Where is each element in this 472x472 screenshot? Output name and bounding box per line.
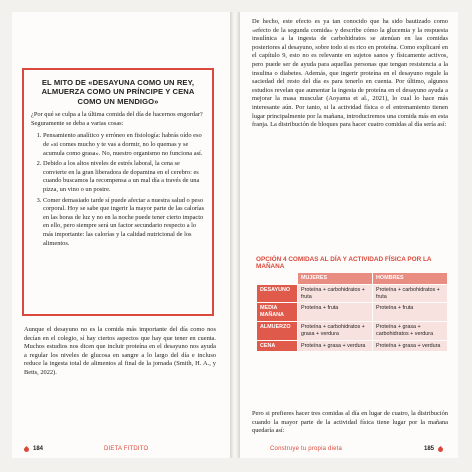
left-page-number <box>24 446 43 452</box>
table-corner <box>257 273 297 284</box>
table-header-row <box>257 273 447 284</box>
right-body-top: De hecho, este efecto es ya tan conocido que ha sido bautizado como «efecto de la segunda comida» y describe cómo la glucemia y la respuesta insulínica a la ingesta de carbohidratos se atenúan en las comidas posteriores al desayuno, sobre todo si es rico en proteína. Como explicaré en el capítulo 9, esto no es relevante en sujetos sanos y físicamente activos, pero puede ser de ayuda para aquellas personas que tengan resistencia a la insulina o diabetes. Además, que ingerir proteína en el desayuno regule la saciedad del resto del día es para tenerlo en cuenta. Por último, algunos estudios revelan que aumentar la ingesta de proteína en el desayuno ayuda a mejorar la masa muscular (Aoyama et al., 2021), lo cual lo hace más interesante aún. Por tanto, si la actividad física o el entrenamiento tienen lugar principalmente por la mañana, introduciremos una comida más en esta franja. La distribución de bloques para hacer cuatro comidas al día sería así: <box>252 18 448 129</box>
running-head-text: DIETA FITDITO <box>104 446 149 452</box>
left-body-paragraph: Aunque el desayuno no es la comida más importante del día como nos decían en el colegio, sí hay ciertos aspectos que hay que tener en cuenta. Muchos estudios nos dicen que incluir proteína en el desayuno nos ayuda a regular los niveles de glucosa en sangre a lo largo del día e incluso reduce la ingesta total de alimentos al final de la jornada (Smith, H. A., y Betts, 2022). <box>24 326 216 376</box>
list-item: 1. Pensamiento analítico y erróneo en fisiología: habrás oído eso de «si comes mucho y te vas a dormir, no lo quemas y se acumula como grasa». No, nuestro organismo no funciona así. <box>43 132 205 158</box>
meal-distribution-table <box>256 272 448 352</box>
row-label: ALMUERZO <box>257 322 297 340</box>
column-header-mujeres: MUJERES <box>298 273 372 284</box>
table-row <box>257 341 447 352</box>
left-running-head <box>104 446 148 452</box>
table-cell: Proteína + fruta <box>373 303 447 321</box>
row-label: CENA <box>257 341 297 352</box>
right-running-head <box>270 446 342 452</box>
table-cell: Proteína + carbohidratos + fruta <box>298 285 372 303</box>
table-row <box>257 285 447 303</box>
table-title: OPCIÓN 4 COMIDAS AL DÍA Y ACTIVIDAD FÍSICA POR LA MAÑANA <box>256 256 432 270</box>
right-page-number <box>424 446 443 452</box>
row-label: DESAYUNO <box>257 285 297 303</box>
list-item: 2. Debido a los altos niveles de estrés laboral, la cena se convierte en la gran liberadora de dopamina en el cerebro: es cuando buscamos la recompensa a un mal día a través de una pizza, un vino o un postre. <box>43 160 205 194</box>
myth-box-list <box>31 132 205 248</box>
running-head-text: Construye tu propia dieta <box>270 446 343 452</box>
table-cell: Proteína + grasa + verdura <box>373 341 447 352</box>
page-number: 184 <box>33 446 44 452</box>
table-cell: Proteína + fruta <box>298 303 372 321</box>
drop-icon <box>23 445 30 452</box>
drop-icon <box>437 445 444 452</box>
right-body-bottom: Pero si prefieres hacer tres comidas al día en lugar de cuatro, la distribución cuando la mayor parte de la actividad física tiene lugar por la mañana quedaría así: <box>252 410 448 435</box>
left-page <box>12 12 230 458</box>
myth-box <box>22 68 214 316</box>
table-cell: Proteína + grasa + carbohidratos + verdura <box>373 322 447 340</box>
table-cell: Proteína + carbohidratos + grasa + verdura <box>298 322 372 340</box>
myth-box-intro: ¿Por qué se culpa a la última comida del día de hacernos engordar? Seguramente se deba a varias cosas: <box>31 111 203 127</box>
table-cell: Proteína + grasa + verdura <box>298 341 372 352</box>
right-page <box>240 12 458 458</box>
page-number: 185 <box>424 446 435 452</box>
table-row <box>257 322 447 340</box>
list-item: 3. Comer demasiado tarde sí puede afectar a nuestra salud o peso corporal. Hoy se sabe que ingerir la mayor parte de las calorías en las horas de luz y no en la noche puede tener cierto impacto en ello, pero siempre será un factor secundario respecto a lo más importante: las calorías y la calidad nutricional de los alimentos. <box>43 197 205 249</box>
table-row <box>257 303 447 321</box>
myth-box-title: EL MITO DE «DESAYUNA COMO UN REY, ALMUERZA COMO UN PRÍNCIPE Y CENA COMO UN MENDIGO» <box>41 78 195 106</box>
book-gutter <box>230 12 240 458</box>
row-label: MEDIA MAÑANA <box>257 303 297 321</box>
column-header-hombres: HOMBRES <box>373 273 447 284</box>
table-cell: Proteína + carbohidratos + fruta <box>373 285 447 303</box>
